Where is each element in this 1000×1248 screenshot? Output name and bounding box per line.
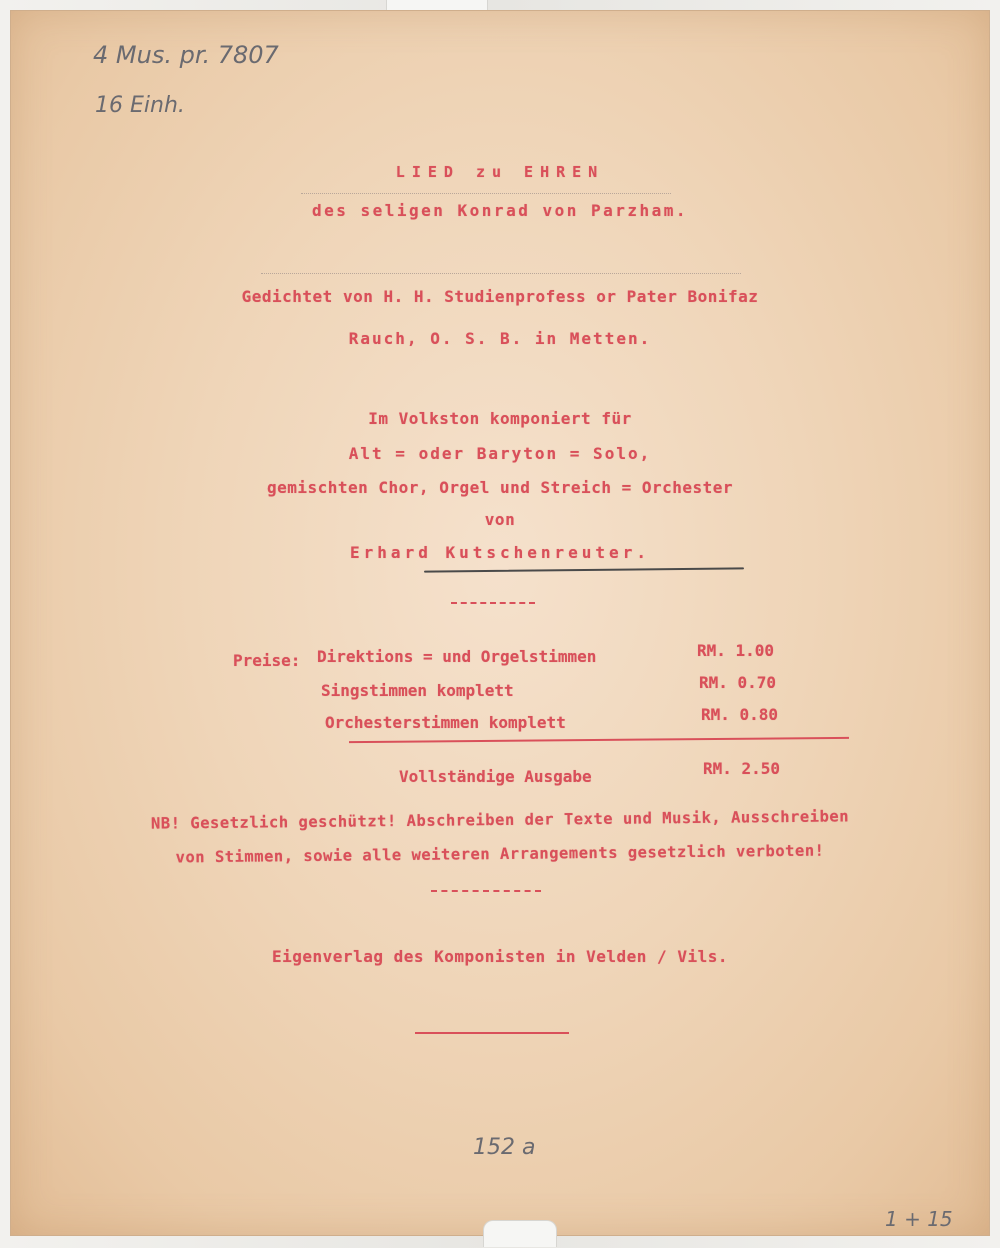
- total-price: RM. 2.50: [703, 759, 781, 778]
- number-note: 152 a: [473, 1135, 536, 1160]
- bottom-rule: [415, 1032, 569, 1034]
- shelfmark-note: 4 Mus. pr. 7807: [93, 41, 279, 69]
- total-rule: [349, 737, 849, 743]
- composer-name: Erhard Kutschenreuter.: [350, 543, 650, 562]
- document-page: [10, 10, 990, 1236]
- price-item-value: RM. 0.80: [701, 705, 779, 724]
- composition-line-4: von: [484, 510, 516, 529]
- price-item-name: Singstimmen komplett: [321, 681, 514, 700]
- price-item-name: Direktions = und Orgelstimmen: [317, 647, 597, 666]
- dotted-guide-line: [301, 193, 671, 194]
- separator-dashes: [451, 602, 535, 604]
- sleeve-tab-bottom: [483, 1220, 557, 1247]
- composer-underline: [424, 567, 744, 572]
- price-item-value: RM. 0.70: [699, 673, 777, 692]
- price-item-name: Orchesterstimmen komplett: [325, 713, 566, 732]
- prices-label: Preise:: [233, 651, 301, 670]
- publisher: Eigenverlag des Komponisten in Velden / Vils.: [272, 947, 728, 966]
- title-line-2: des seligen Konrad von Parzham.: [311, 201, 689, 220]
- composition-line-1: Im Volkston komponiert für: [368, 409, 632, 428]
- count-note: 1 + 15: [885, 1207, 953, 1231]
- notice-line-1: NB! Gesetzlich geschützt! Abschreiben der Texte und Musik, Ausschreiben: [150, 807, 850, 833]
- composition-line-2: Alt = oder Baryton = Solo,: [348, 444, 652, 463]
- notice-line-2: von Stimmen, sowie alle weiteren Arrangements gesetzlich verboten!: [175, 841, 825, 867]
- author-line-2: Rauch, O. S. B. in Metten.: [348, 329, 652, 348]
- author-line-1: Gedichtet von H. H. Studienprofess or Pater Bonifaz: [241, 287, 759, 306]
- total-name: Vollständige Ausgabe: [399, 767, 592, 786]
- composition-line-3: gemischten Chor, Orgel und Streich = Orchester: [266, 478, 734, 497]
- dotted-guide-line: [261, 273, 741, 274]
- units-note: 16 Einh.: [95, 93, 185, 118]
- price-item-value: RM. 1.00: [697, 641, 775, 660]
- title-line-1: LIED zu EHREN: [395, 163, 605, 181]
- separator-dashes: [431, 890, 541, 892]
